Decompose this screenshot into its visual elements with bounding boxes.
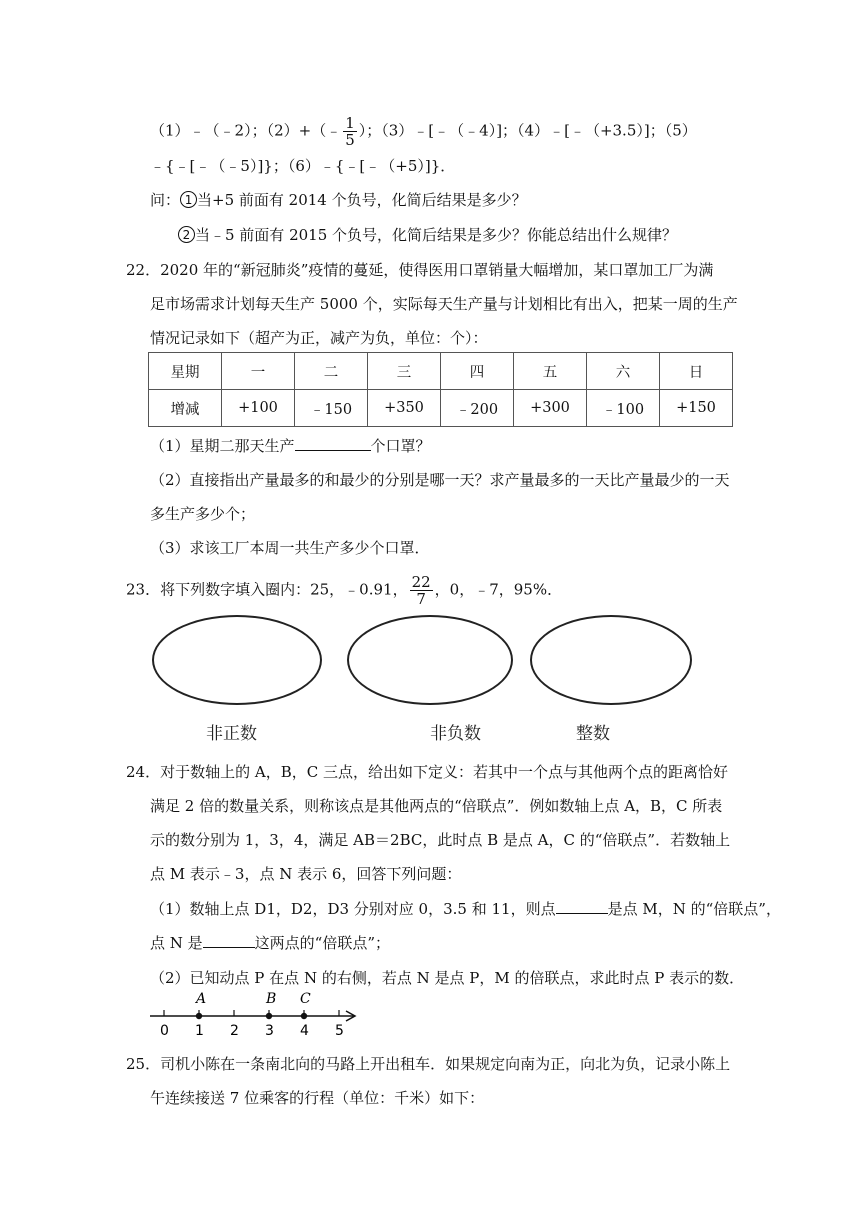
tick-label: 2 (230, 1023, 239, 1039)
q24-sub2: （2）已知动点 P 在点 N 的右侧，若点 N 是点 P，M 的倍联点，求此时点 P 表示的数． (150, 969, 745, 987)
q21-frac-num: 1 (345, 114, 355, 132)
q22-sub1-text: （1）星期二那天生产 (150, 437, 295, 455)
q22-line2: 足市场需求计划每天生产 5000 个，实际每天生产量与计划相比有出入，把某一周的生产 (150, 295, 738, 313)
table-cell: 五 (514, 353, 587, 390)
set-circle-nonpositive (152, 615, 322, 705)
point-c-label: C (300, 991, 311, 1007)
number-line-figure (146, 990, 366, 1040)
table-cell: +100 (222, 390, 295, 427)
q24-sub1-tail: 是点 M，N 的“倍联点”， (607, 900, 781, 918)
set-circle-integer (530, 615, 692, 705)
q21-line1 (150, 115, 697, 148)
label-nonpositive: 非正数 (206, 724, 257, 744)
q22-sub2-line2: 多生产多少个； (150, 505, 256, 523)
q24-line4: 点 M 表示﹣3，点 N 表示 6，回答下列问题： (150, 865, 462, 883)
q24-sub1-cont-tail: 这两点的“倍联点”； (254, 934, 391, 952)
q22-sub1-tail: 个口罩？ (370, 437, 431, 455)
q22-sub1 (150, 434, 431, 458)
table-cell: 星期 (149, 353, 222, 390)
q24-sub1-cont (150, 931, 390, 955)
circled-number-1: 1 (180, 191, 197, 208)
table-cell: ﹣100 (587, 390, 660, 427)
table-cell: ﹣150 (295, 390, 368, 427)
table-cell: 增减 (149, 390, 222, 427)
q23-fraction (410, 574, 433, 607)
production-table (148, 352, 733, 427)
point-a-dot (196, 1013, 202, 1019)
q23-text-a: 23．将下列数字填入圈内：25，﹣0.91， (126, 580, 408, 599)
q23-text-b: ，0，﹣7，95%． (434, 580, 563, 599)
point-a-label: A (196, 991, 207, 1007)
q21-frac-den: 5 (345, 131, 355, 149)
table-cell: +350 (368, 390, 441, 427)
table-row (149, 390, 733, 427)
table-cell: +300 (514, 390, 587, 427)
q23-frac-num: 22 (411, 573, 431, 591)
table-cell: 三 (368, 353, 441, 390)
label-nonnegative: 非负数 (430, 724, 481, 744)
q22-sub3: （3）求该工厂本周一共生产多少个口罩． (150, 539, 430, 557)
circled-number-2: 2 (178, 226, 195, 243)
point-b-label: B (266, 991, 277, 1007)
tick-label: 3 (265, 1023, 274, 1039)
q21-question2 (178, 223, 677, 247)
q24-sub1-text: （1）数轴上点 D1，D2，D3 分别对应 0，3.5 和 11，则点 (150, 900, 556, 918)
answer-blank (203, 931, 255, 948)
tick-marks (164, 1010, 339, 1016)
q25-line1: 25．司机小陈在一条南北向的马路上开出租车．如果规定向南为正，向北为负，记录小陈上 (126, 1055, 731, 1073)
point-c-dot (301, 1013, 307, 1019)
tick-label: 1 (195, 1023, 204, 1039)
q21-line2: ﹣{﹣[﹣（﹣5）]}；（6）﹣{﹣[﹣（+5）]}． (150, 157, 456, 175)
q21-line1-part2: ）；（3）﹣[﹣（﹣4）]；（4）﹣[﹣（+3.5）]；（5） (358, 121, 697, 140)
q21-fraction (343, 115, 357, 148)
q21-q-prefix: 问： (150, 191, 181, 209)
table-cell: ﹣200 (441, 390, 514, 427)
q22-line1: 22．2020 年的“新冠肺炎”疫情的蔓延，使得医用口罩销量大幅增加，某口罩加工厂为满 (126, 261, 714, 279)
table-cell: 一 (222, 353, 295, 390)
table-cell: 六 (587, 353, 660, 390)
point-b-dot (266, 1013, 272, 1019)
answer-blank (556, 897, 608, 914)
tick-label: 4 (300, 1023, 309, 1039)
q21-line1-part1: （1）﹣（﹣2）；（2）+（﹣ (150, 121, 342, 140)
q21-q1-text: 当+5 前面有 2014 个负号，化简后结果是多少？ (197, 191, 527, 209)
q25-line2: 午连续接送 7 位乘客的行程（单位：千米）如下： (150, 1089, 485, 1107)
q24-sub1-cont-text: 点 N 是 (150, 934, 203, 952)
q21-q2-text: 当﹣5 前面有 2015 个负号，化简后结果是多少？你能总结出什么规律？ (195, 226, 678, 244)
q23-line (126, 574, 562, 607)
q23-frac-den: 7 (416, 590, 426, 608)
table-cell: 四 (441, 353, 514, 390)
q22-line3: 情况记录如下（超产为正，减产为负，单位：个）： (150, 329, 488, 347)
q24-line1: 24．对于数轴上的 A，B，C 三点，给出如下定义：若其中一个点与其他两个点的距离恰好 (126, 763, 728, 781)
set-circle-nonnegative (347, 615, 513, 705)
answer-blank (295, 434, 371, 451)
table-cell: 日 (660, 353, 733, 390)
table-row (149, 353, 733, 390)
q24-sub1 (150, 897, 781, 921)
tick-label: 5 (335, 1023, 344, 1039)
q24-line2: 满足 2 倍的数量关系，则称该点是其他两点的“倍联点”．例如数轴上点 A，B，C 所表 (150, 797, 723, 815)
label-integer: 整数 (576, 724, 610, 744)
q21-question1 (150, 188, 527, 212)
tick-label: 0 (160, 1023, 169, 1039)
table-cell: +150 (660, 390, 733, 427)
table-cell: 二 (295, 353, 368, 390)
q22-sub2-line1: （2）直接指出产量最多的和最少的分别是哪一天？求产量最多的一天比产量最少的一天 (150, 471, 730, 489)
q24-line3: 示的数分别为 1，3，4，满足 AB＝2BC，此时点 B 是点 A，C 的“倍联点”．若数轴上 (150, 831, 731, 849)
